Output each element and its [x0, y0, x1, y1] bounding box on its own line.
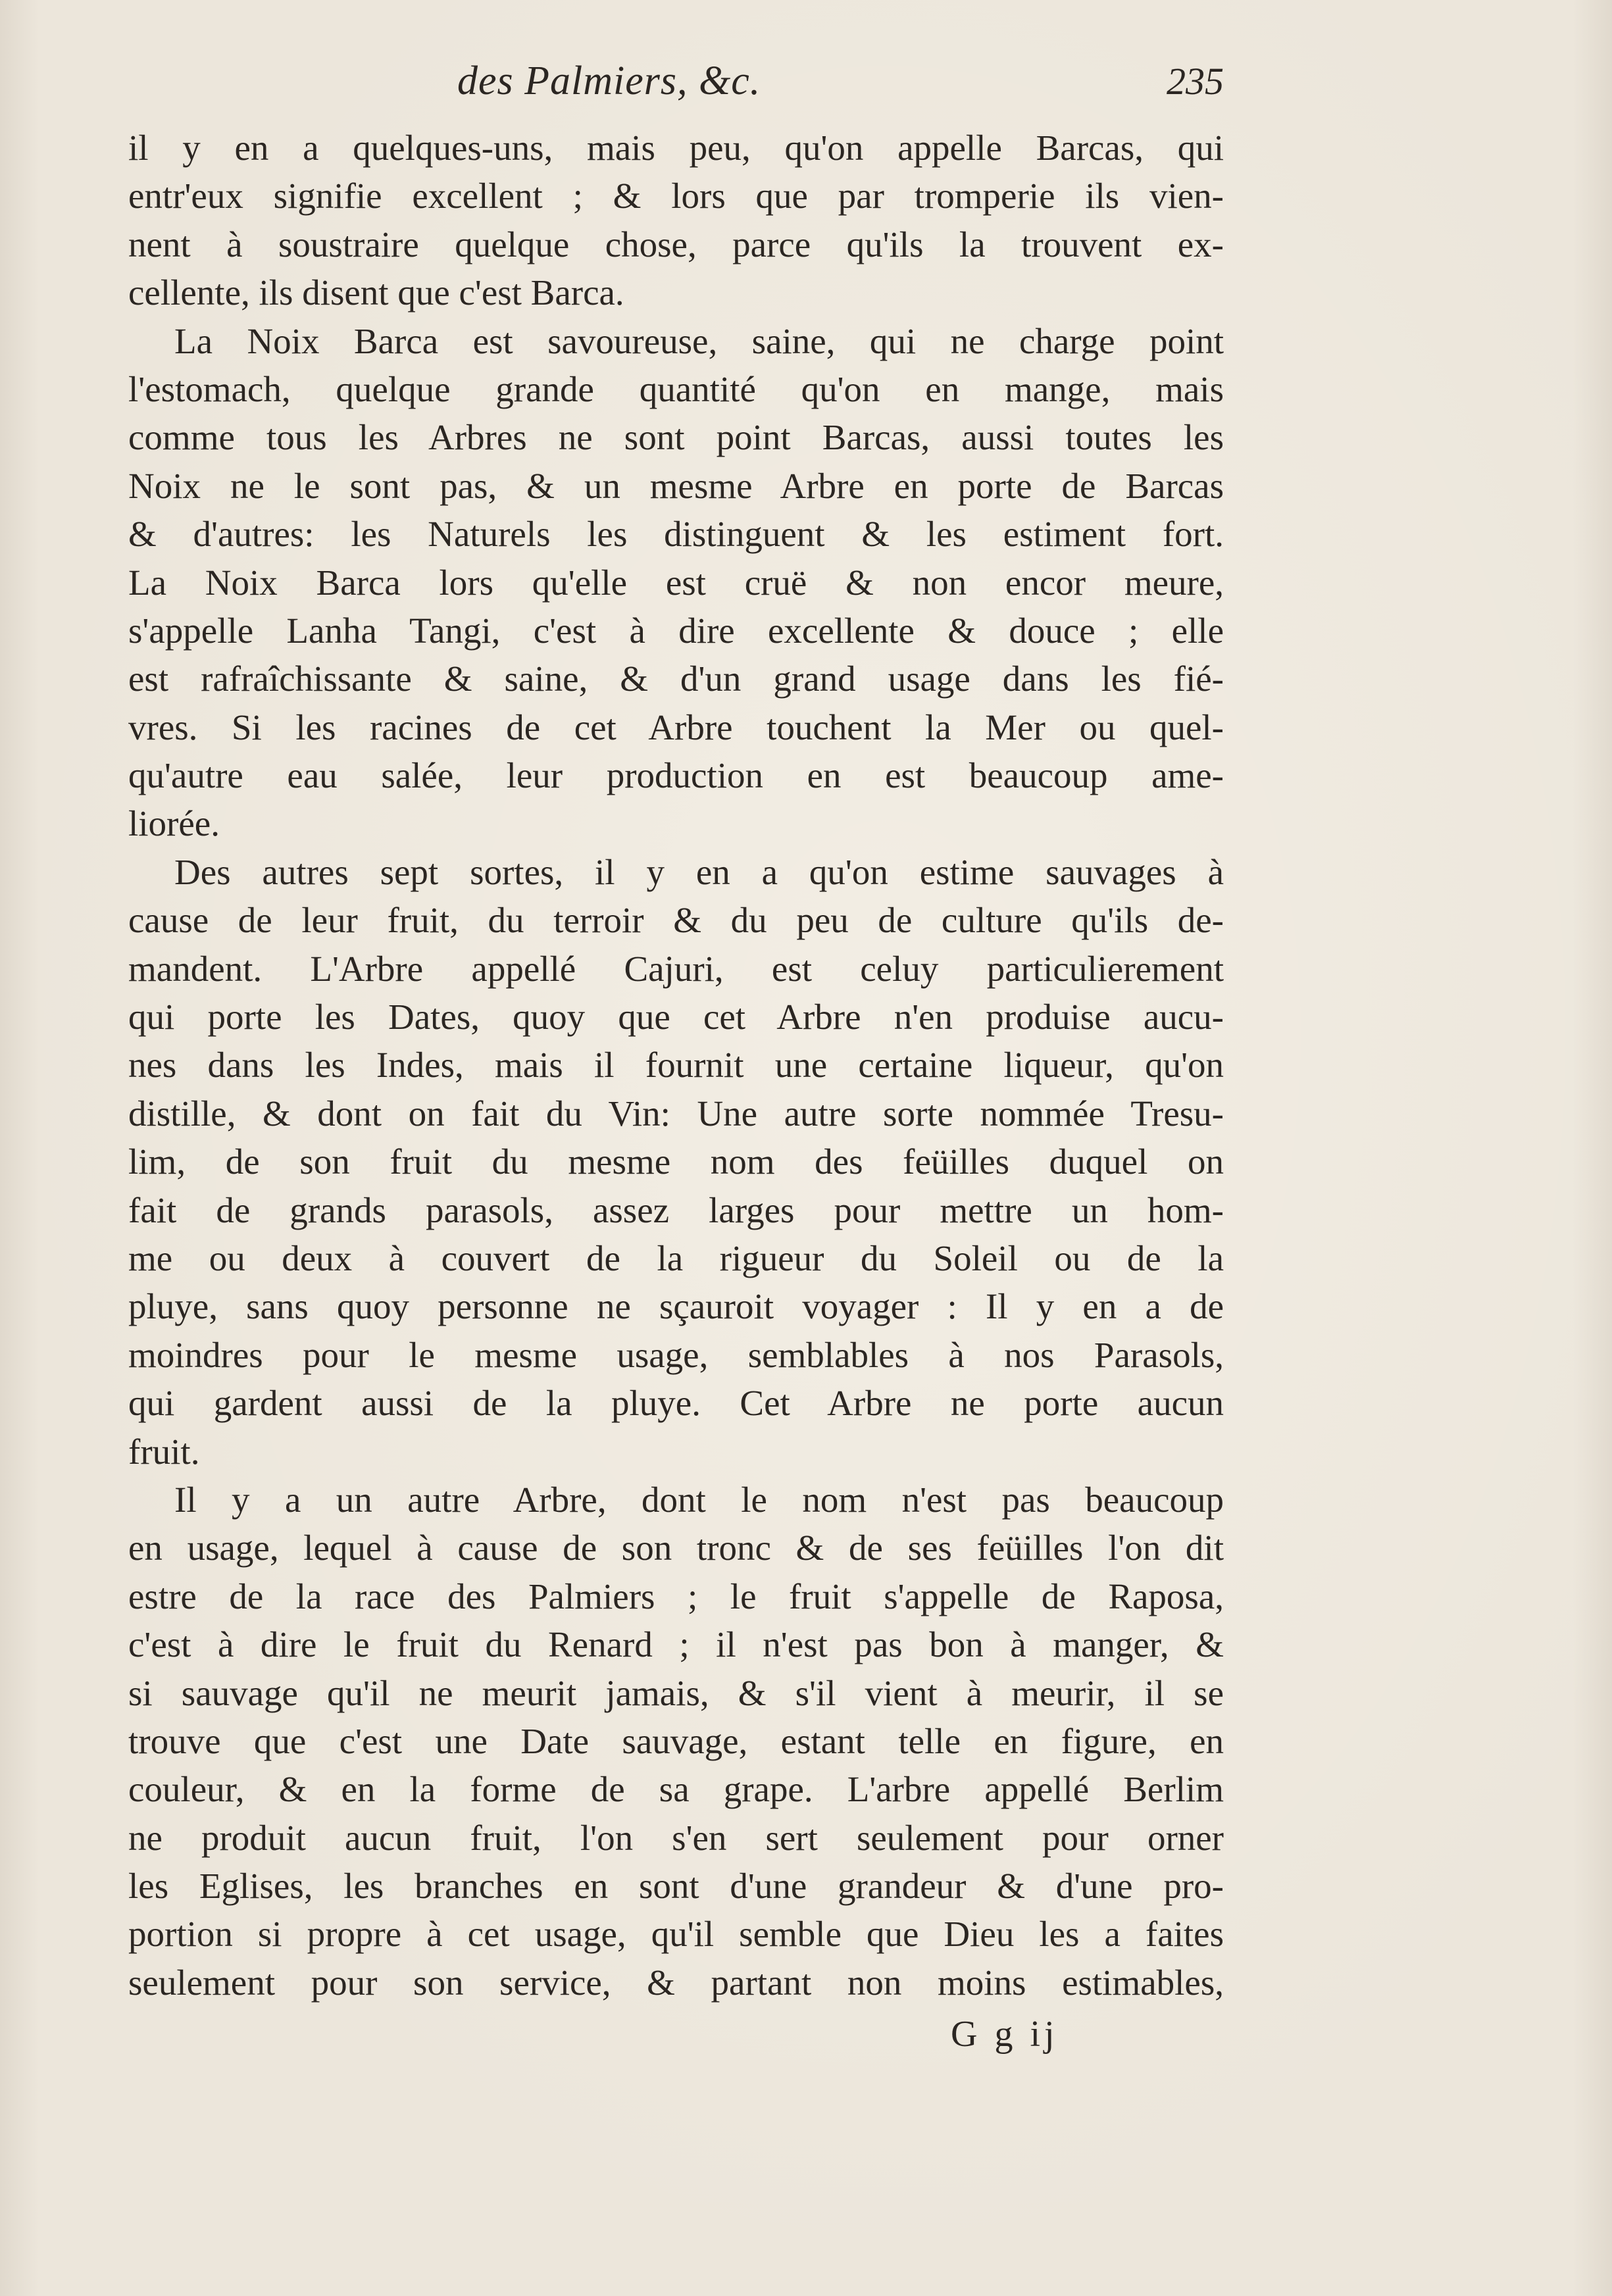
text-line: nent à soustraire quelque chose, parce qu'ils la trouvent ex- — [128, 224, 1224, 264]
text-line: cause de leur fruit, du terroir & du peu de culture qu'ils de- — [128, 900, 1224, 941]
text-line: qui porte les Dates, quoy que cet Arbre n'en produise aucu- — [128, 997, 1224, 1037]
text-line: pluye, sans quoy personne ne sçauroit voyager : Il y en a de — [128, 1286, 1224, 1327]
text-line: cellente, ils disent que c'est Barca. — [128, 272, 624, 313]
text-line: Des autres sept sortes, il y en a qu'on estime sauvages à — [174, 851, 1224, 892]
running-title: des Palmiers, &c. — [457, 59, 761, 103]
text-line: portion si propre à cet usage, qu'il semble que Dieu les a faites — [128, 1914, 1224, 1955]
text-line: trouve que c'est une Date sauvage, estant telle en figure, en — [128, 1720, 1224, 1761]
text-line: les Eglises, les branches en sont d'une grandeur & d'une pro- — [128, 1866, 1224, 1907]
text-line: me ou deux à couvert de la rigueur du Soleil ou de la — [128, 1237, 1224, 1278]
text-line: nes dans les Indes, mais il fournit une certaine liqueur, qu'on — [128, 1045, 1224, 1086]
text-line: s'appelle Lanha Tangi, c'est à dire excellente & douce ; elle — [128, 610, 1224, 651]
text-line: vres. Si les racines de cet Arbre touchent la Mer ou quel- — [128, 707, 1224, 747]
text-line: Noix ne le sont pas, & un mesme Arbre en porte de Barcas — [128, 465, 1224, 506]
text-line: qui gardent aussi de la pluye. Cet Arbre ne porte aucun — [128, 1383, 1224, 1424]
text-line: l'estomach, quelque grande quantité qu'on en mange, mais — [128, 368, 1224, 409]
text-line: couleur, & en la forme de sa grape. L'arbre appellé Berlim — [128, 1769, 1224, 1810]
text-line: fait de grands parasols, assez larges pour mettre un hom- — [128, 1189, 1224, 1230]
text-line: entr'eux signifie excellent ; & lors que par tromperie ils vien- — [128, 176, 1224, 216]
body-text — [128, 124, 1224, 2007]
text-line: ne produit aucun fruit, l'on s'en sert seulement pour orner — [128, 1817, 1224, 1858]
text-line: il y en a quelques-uns, mais peu, qu'on appelle Barcas, qui — [128, 128, 1224, 168]
text-line: liorée. — [128, 803, 220, 844]
text-line: c'est à dire le fruit du Renard ; il n'est pas bon à manger, & — [128, 1624, 1224, 1665]
text-line: est rafraîchissante & saine, & d'un grand usage dans les fié- — [128, 659, 1224, 699]
text-line: & d'autres: les Naturels les distinguent & les estiment fort. — [128, 514, 1224, 555]
text-line: fruit. — [128, 1431, 200, 1472]
text-line: moindres pour le mesme usage, semblables à nos Parasols, — [128, 1334, 1224, 1375]
text-line: seulement pour son service, & partant non moins estimables, — [128, 1962, 1224, 2003]
running-head — [128, 58, 1224, 117]
text-line: estre de la race des Palmiers ; le fruit s'appelle de Raposa, — [128, 1576, 1224, 1616]
printer-signature-mark: G g ij — [951, 2014, 1059, 2055]
text-line: distille, & dont on fait du Vin: Une autre sorte nommée Tresu- — [128, 1093, 1224, 1134]
text-line: Il y a un autre Arbre, dont le nom n'est pas beaucoup — [174, 1479, 1224, 1520]
text-line: comme tous les Arbres ne sont point Barcas, aussi toutes les — [128, 417, 1224, 458]
text-line: La Noix Barca est savoureuse, saine, qui ne charge point — [174, 320, 1224, 361]
text-line: si sauvage qu'il ne meurit jamais, & s'il vient à meurir, il se — [128, 1672, 1224, 1713]
text-line: mandent. L'Arbre appellé Cajuri, est celuy particulierement — [128, 948, 1224, 989]
page-number: 235 — [1167, 60, 1224, 103]
text-line: en usage, lequel à cause de son tronc & de ses feüilles l'on dit — [128, 1528, 1224, 1568]
text-line: La Noix Barca lors qu'elle est cruë & non encor meure, — [128, 562, 1224, 603]
text-line: lim, de son fruit du mesme nom des feüilles duquel on — [128, 1141, 1224, 1182]
text-line: qu'autre eau salée, leur production en est beaucoup ame- — [128, 755, 1224, 796]
